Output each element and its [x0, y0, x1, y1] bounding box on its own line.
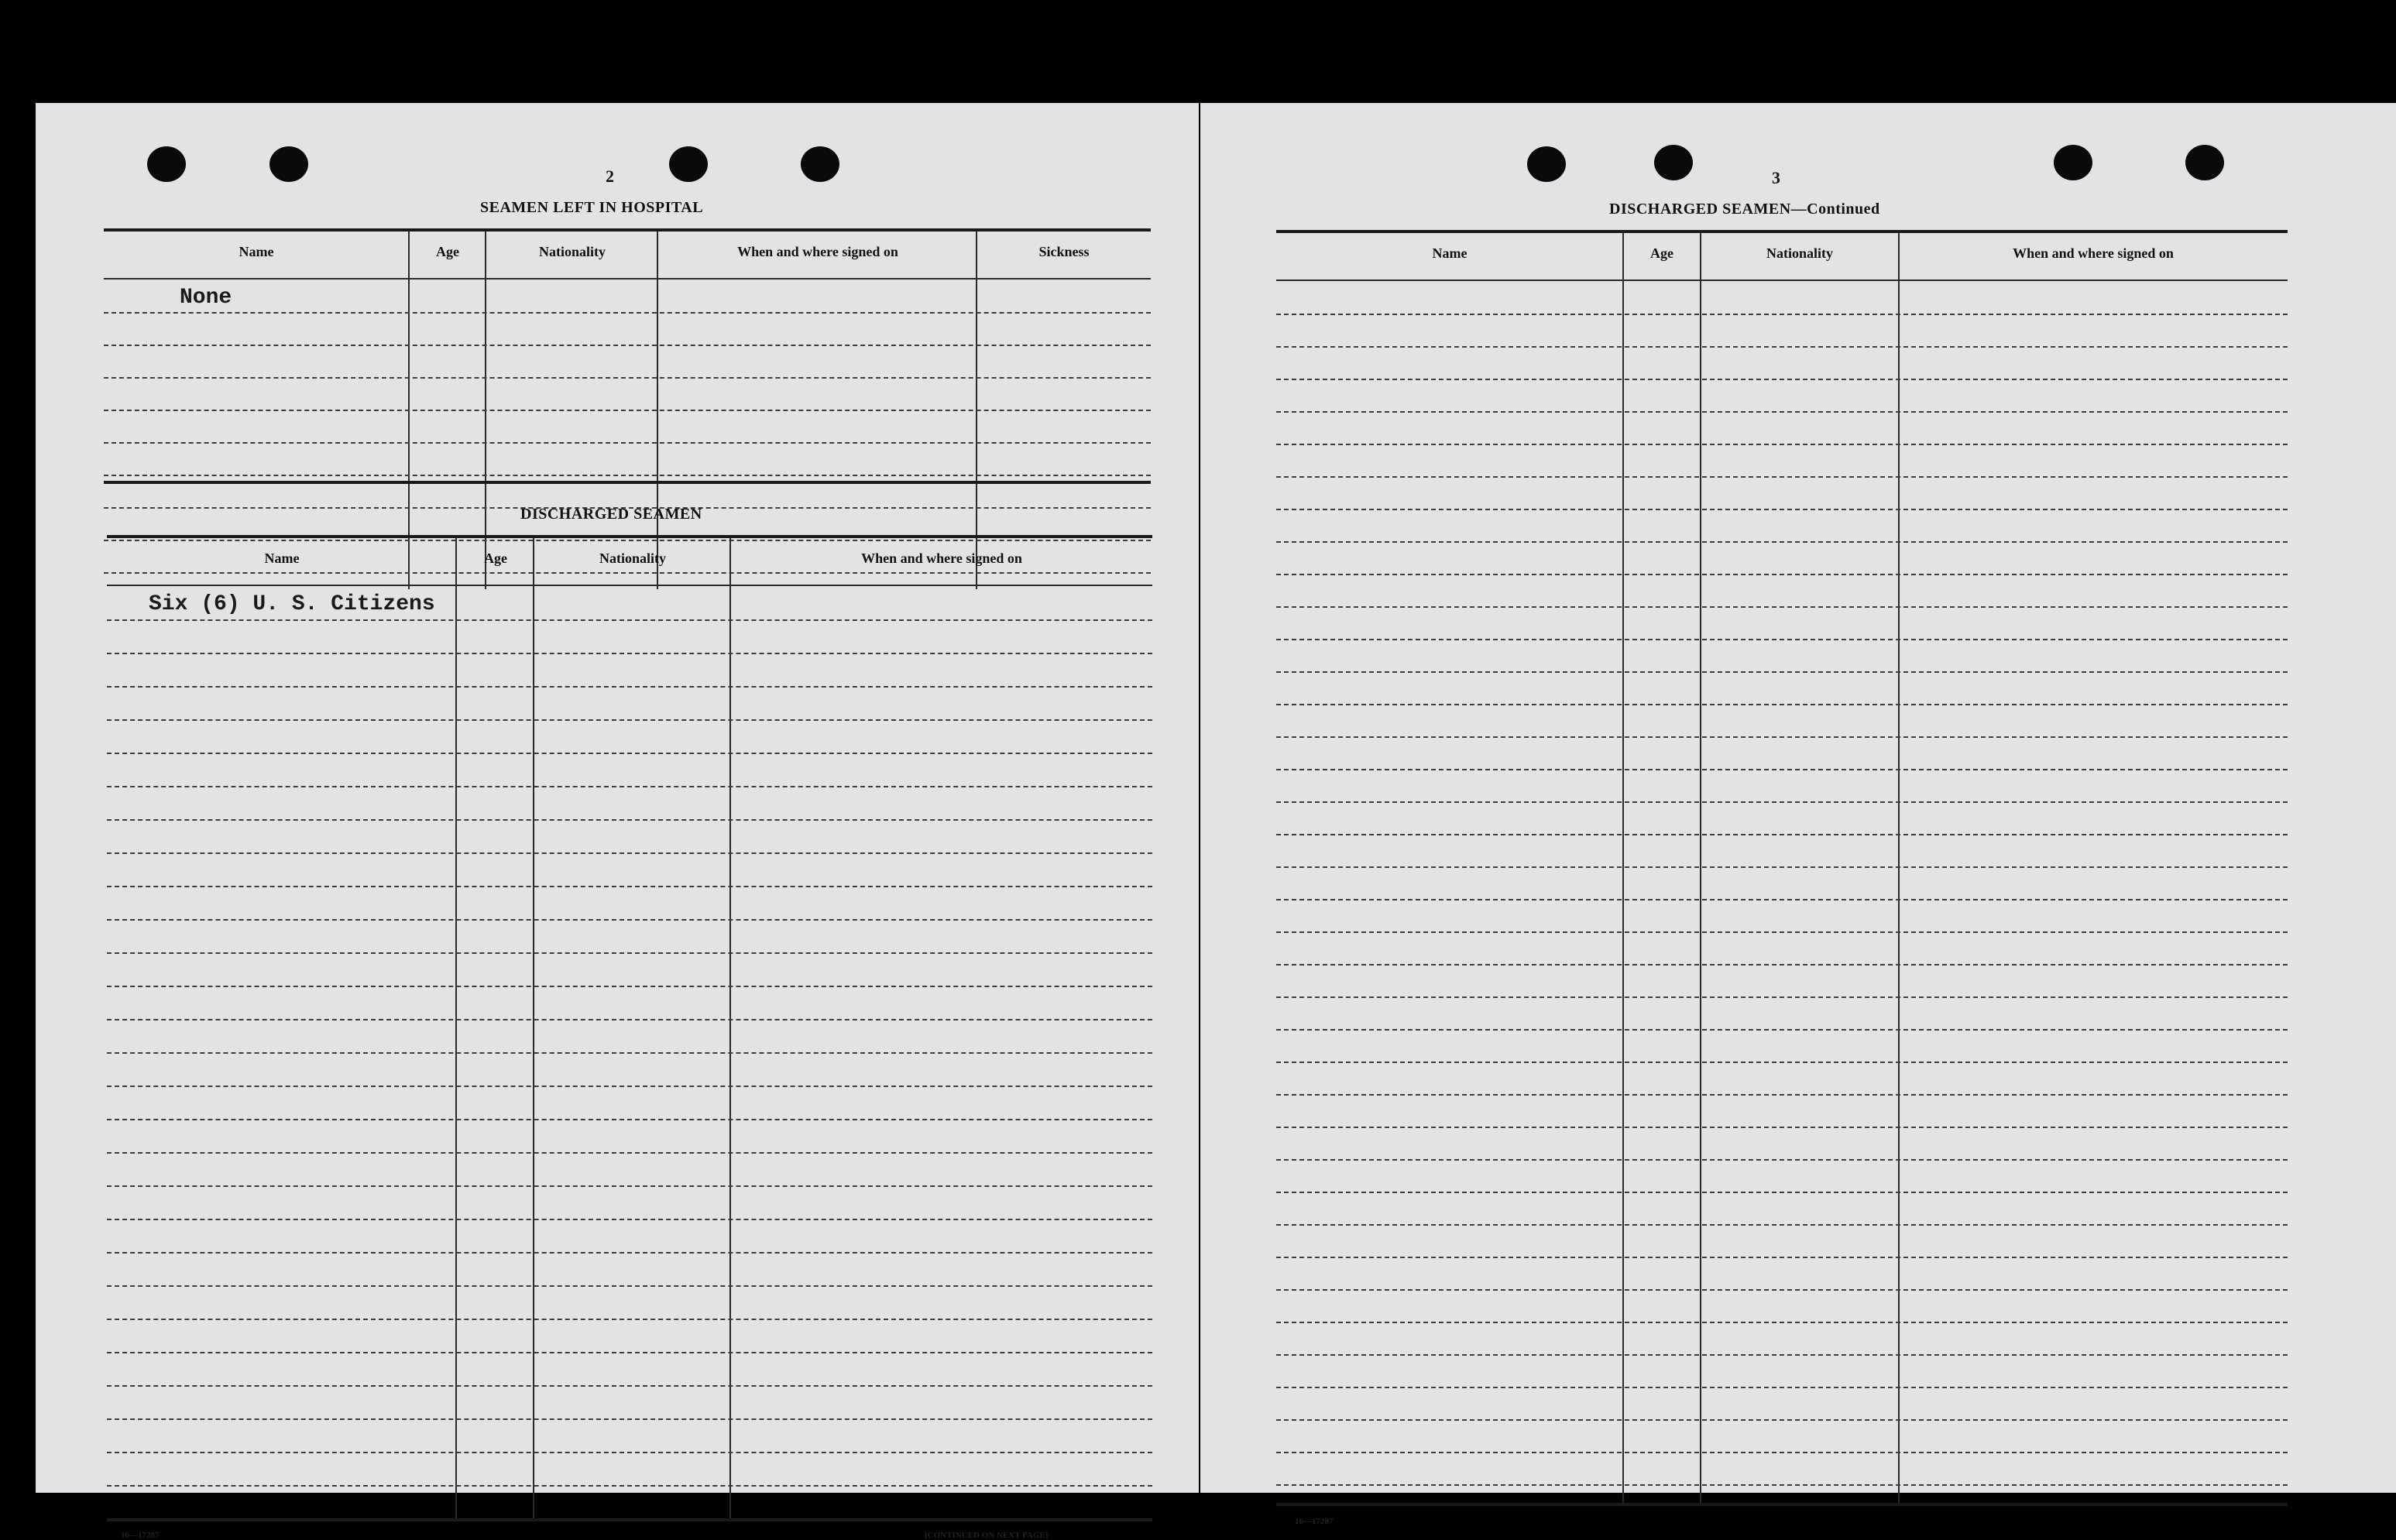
table-row	[1276, 769, 2288, 803]
table-row	[1276, 411, 2288, 445]
table-row	[1276, 1354, 2288, 1388]
table-row	[1276, 671, 2288, 705]
table-row	[1276, 541, 2288, 575]
table-row	[107, 1219, 1152, 1254]
table-row	[1276, 1452, 2288, 1486]
table-row	[104, 475, 1151, 509]
table-row	[107, 886, 1152, 921]
table-row	[107, 1418, 1152, 1453]
punch-hole	[801, 146, 839, 182]
table-row	[107, 1319, 1152, 1353]
table-row	[1276, 281, 2288, 315]
discharged-rows	[107, 586, 1152, 1520]
table-row	[107, 1052, 1152, 1087]
table-row	[107, 1385, 1152, 1420]
punch-hole	[1527, 146, 1566, 182]
table-row	[107, 1185, 1152, 1220]
column-header-nationality: Nationality	[599, 550, 666, 566]
table-row	[1276, 931, 2288, 966]
column-header-signed-on: When and where signed on	[861, 550, 1022, 566]
table-row	[1276, 1289, 2288, 1323]
table-row	[1276, 476, 2288, 510]
table-row	[104, 312, 1151, 346]
table-row	[1276, 1062, 2288, 1096]
table-row	[104, 280, 1151, 314]
discharged-section-title: DISCHARGED SEAMEN	[520, 506, 702, 523]
table-row	[1276, 574, 2288, 608]
table-row	[1276, 1419, 2288, 1453]
table-row	[1276, 379, 2288, 413]
punch-hole	[1654, 145, 1693, 180]
table-row	[1276, 1192, 2288, 1226]
column-header-name: Name	[264, 550, 300, 566]
column-header-name: Name	[239, 244, 274, 259]
table-row	[107, 1086, 1152, 1120]
right-page	[1200, 103, 2396, 1526]
table-bottom-rule	[104, 481, 1151, 484]
table-row	[107, 653, 1152, 688]
column-header-name: Name	[1432, 245, 1467, 261]
form-number: 16—17287	[1295, 1517, 1334, 1526]
table-row	[107, 1352, 1152, 1387]
table-row	[104, 410, 1151, 444]
column-header-nationality: Nationality	[538, 244, 606, 259]
table-row	[107, 686, 1152, 721]
table-row	[104, 442, 1151, 476]
table-row	[107, 1452, 1152, 1487]
column-header-signed-on: When and where signed on	[2013, 245, 2174, 261]
page-number: 3	[1772, 168, 1780, 187]
left-page	[36, 103, 1199, 1540]
discharged-continued-rows	[1276, 281, 2288, 1504]
table-row	[1276, 964, 2288, 998]
punch-hole	[269, 146, 308, 182]
table-row	[107, 719, 1152, 754]
column-header-age: Age	[436, 244, 459, 259]
column-header-sickness: Sickness	[1038, 244, 1090, 259]
table-row	[107, 619, 1152, 654]
table-bottom-rule	[107, 1518, 1152, 1521]
table-row	[1276, 1224, 2288, 1258]
table-row	[107, 952, 1152, 987]
table-top-rule	[107, 535, 1152, 538]
table-row	[1276, 1029, 2288, 1063]
table-row	[1276, 444, 2288, 478]
hospital-rows	[104, 280, 1151, 589]
table-top-rule	[104, 228, 1151, 232]
table-row	[1276, 509, 2288, 543]
table-row	[1276, 704, 2288, 738]
table-row	[107, 819, 1152, 854]
table-row	[107, 986, 1152, 1020]
table-row	[104, 345, 1151, 379]
table-bottom-rule	[1276, 1503, 2288, 1506]
hospital-section-title: SEAMEN LEFT IN HOSPITAL	[480, 199, 704, 216]
column-header-age: Age	[1650, 245, 1673, 261]
table-row	[1276, 639, 2288, 673]
table-row	[107, 1285, 1152, 1320]
punch-hole	[2185, 145, 2224, 180]
table-row	[107, 852, 1152, 887]
punch-hole	[669, 146, 708, 182]
hospital-entry: None	[180, 286, 232, 310]
table-row	[1276, 1127, 2288, 1161]
table-row	[107, 1019, 1152, 1054]
discharged-entry: Six (6) U. S. Citizens	[149, 592, 435, 616]
table-row	[1276, 1387, 2288, 1421]
table-row	[1276, 314, 2288, 348]
table-row	[107, 919, 1152, 954]
table-row	[1276, 346, 2288, 380]
table-row	[1276, 1094, 2288, 1128]
table-row	[104, 377, 1151, 411]
table-row	[1276, 606, 2288, 640]
table-row	[1276, 996, 2288, 1031]
table-row	[1276, 1257, 2288, 1291]
table-top-rule	[1276, 230, 2288, 233]
discharged-continued-title: DISCHARGED SEAMEN—Continued	[1609, 201, 1880, 218]
table-row	[1276, 1159, 2288, 1193]
table-row	[1276, 899, 2288, 933]
table-row	[1276, 834, 2288, 868]
table-row	[1276, 736, 2288, 770]
column-header-nationality: Nationality	[1766, 245, 1833, 261]
column-header-age: Age	[484, 550, 507, 566]
table-row	[1276, 801, 2288, 835]
page-number: 2	[606, 166, 614, 186]
table-row	[1276, 1322, 2288, 1356]
form-number: 16—17287	[121, 1531, 160, 1540]
continued-note: [CONTINUED ON NEXT PAGE]	[925, 1531, 1049, 1540]
table-row	[1276, 866, 2288, 900]
punch-hole	[147, 146, 186, 182]
table-row	[107, 1252, 1152, 1287]
column-header-signed-on: When and where signed on	[737, 244, 898, 259]
table-row	[107, 1152, 1152, 1187]
table-row	[107, 753, 1152, 787]
table-row	[107, 786, 1152, 821]
table-row	[107, 1119, 1152, 1154]
punch-hole	[2054, 145, 2092, 180]
